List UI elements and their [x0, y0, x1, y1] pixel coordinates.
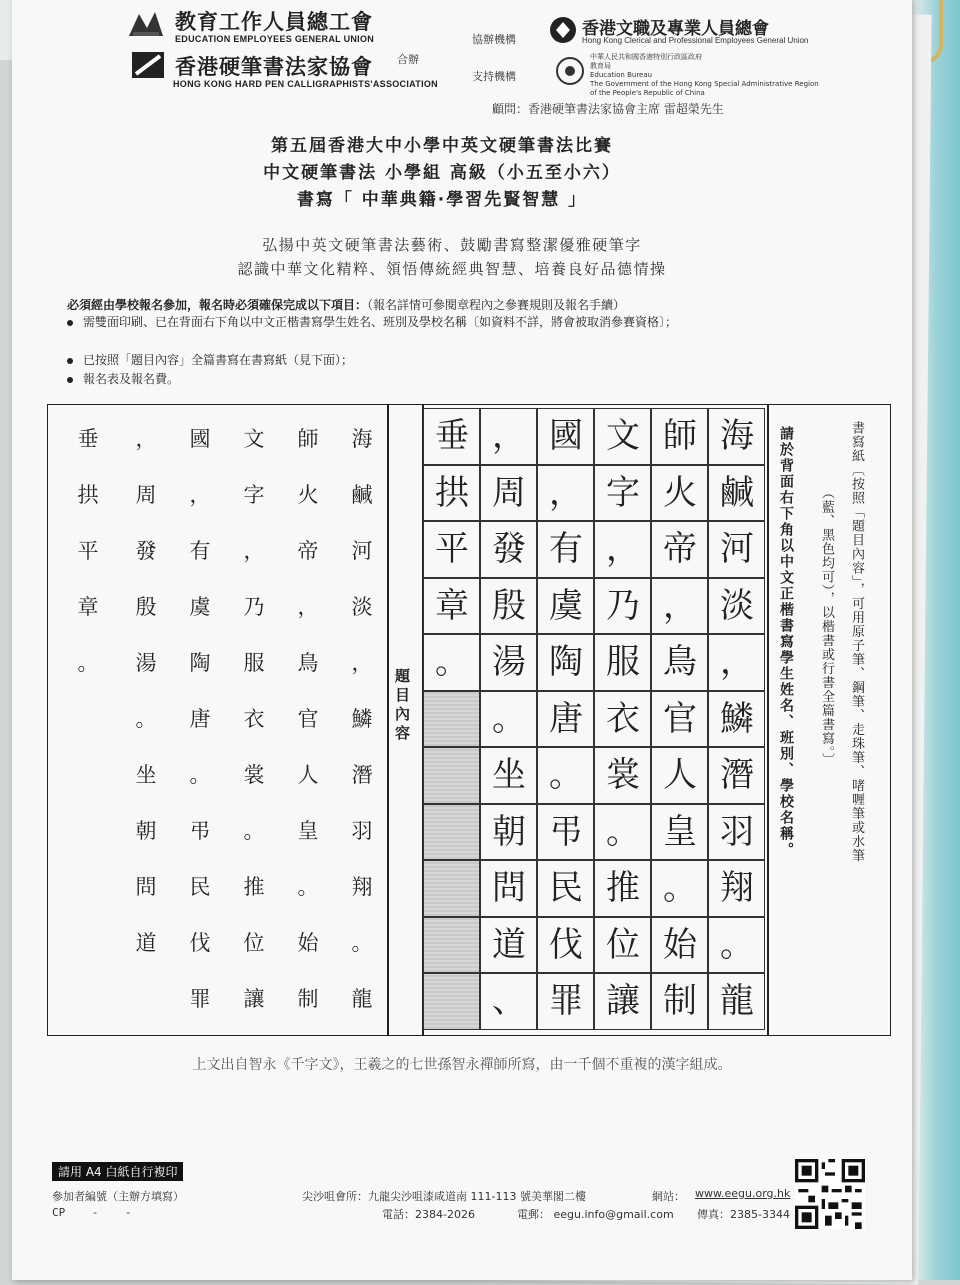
prompt-char: 龍	[351, 987, 373, 1011]
hkcpegu-logo-icon	[547, 14, 585, 46]
handwritten-char: ，	[492, 416, 526, 456]
advisor-line: 顧問：香港硬筆書法家協會主席 雷超榮先生	[492, 102, 724, 116]
prompt-char: 。	[77, 651, 99, 675]
prompt-char: 海	[351, 427, 373, 451]
requirement-item	[67, 370, 797, 387]
bullet-icon	[67, 377, 73, 383]
website-link[interactable]: www.eegu.org.hk	[695, 1187, 791, 1200]
handwritten-char: ，	[663, 585, 697, 626]
prompt-char: 服	[243, 651, 265, 675]
handwritten-char: 位	[606, 924, 640, 965]
handwritten-char: 讓	[606, 981, 640, 1021]
prompt-char: 。	[135, 707, 157, 731]
requirement-text: 已按照「題目內容」全篇書寫在書寫紙（見下面）；	[83, 353, 354, 367]
requirement-item	[67, 351, 797, 368]
prompt-char: 乃	[243, 595, 265, 619]
handwritten-char: 。	[606, 811, 640, 852]
handwritten-char: 唐	[549, 698, 583, 739]
handwritten-char: 帝	[663, 529, 697, 569]
prompt-char: 坐	[135, 763, 157, 787]
prompt-char: 河	[351, 539, 373, 563]
prompt-char: 發	[135, 539, 157, 563]
prompt-char: 皇	[297, 819, 319, 843]
instruction-column-2: （藍、黑色均可），以楷書或行書全篇書寫。〕	[819, 486, 834, 767]
edb-line-1: 中華人民共和國香港特別行政區政府	[590, 53, 702, 61]
prompt-char: 字	[243, 483, 265, 507]
handwritten-char: 有	[549, 529, 583, 569]
handwritten-char: 潛	[720, 755, 754, 795]
prompt-char: 制	[297, 987, 319, 1011]
org3-name: 香港文職及專業人員總會	[582, 19, 769, 39]
edb-block	[590, 53, 840, 98]
handwritten-char: 章	[435, 585, 469, 626]
qr-code-icon[interactable]	[795, 1159, 865, 1229]
prompt-char: 拱	[77, 483, 99, 507]
edb-line-2: 教育局	[590, 62, 611, 70]
supporter-label: 支持機構	[472, 70, 516, 83]
prompt-char: 。	[243, 819, 265, 843]
requirement-text: 需雙面印刷、已在背面右下角以中文正楷書寫學生姓名、班別及學校名稱〔如資料不詳，將會被取消參賽資格〕；	[83, 315, 678, 329]
prompt-char: 國	[189, 427, 211, 451]
title-line-3: 書寫「 中華典籍·學習先賢智慧 」	[296, 190, 588, 210]
prompt-char: 鹹	[351, 483, 373, 507]
handwritten-char: 皇	[663, 811, 697, 852]
prompt-char: 唐	[189, 707, 211, 731]
handwritten-char: 陶	[549, 642, 583, 682]
handwritten-char: 鹹	[720, 472, 754, 513]
divider-line	[387, 404, 389, 1036]
requirements-heading	[67, 296, 827, 313]
co-organise-label: 合辦	[397, 53, 419, 66]
prompt-char: ，	[189, 483, 211, 507]
prompt-char: 湯	[135, 651, 157, 675]
requirements-note: （報名詳情可參閱章程內之參賽規則及報名手續）	[367, 298, 626, 312]
handwritten-char: 湯	[492, 642, 526, 682]
handwritten-char: 發	[492, 529, 526, 569]
slogan-line-2: 認識中華文化精粹、領悟傳統經典智慧、培養良好品德情操	[237, 260, 667, 278]
prompt-char: 有	[189, 539, 211, 563]
handwritten-char: 伐	[549, 924, 583, 965]
grid-cell	[423, 917, 480, 974]
prompt-char: 問	[135, 875, 157, 899]
handwritten-char: 推	[606, 868, 640, 908]
handwritten-char: 師	[663, 416, 697, 456]
prompt-char: 殷	[135, 595, 157, 619]
handwritten-char: ，	[720, 642, 754, 682]
handwritten-char: 朝	[492, 811, 526, 852]
participant-number-label: 參加者編號（主辦方填寫）	[52, 1190, 184, 1203]
bullet-icon	[67, 320, 73, 326]
instruction-column-1: 書寫紙〔按照「題目內容」，可用原子筆、鋼筆、走珠筆、啫喱筆或水筆	[849, 421, 864, 863]
source-note: 上文出自智永《千字文》，王羲之的七世孫智永禪師所寫，由一千個不重複的漢字組成。	[192, 1057, 732, 1073]
handwritten-char: 制	[663, 981, 697, 1021]
handwritten-char: 拱	[435, 472, 469, 513]
handwritten-char: 鳥	[663, 642, 697, 682]
email-address[interactable]: 電郵： eegu.info@gmail.com	[517, 1208, 674, 1221]
prompt-char: 衣	[243, 707, 265, 731]
prompt-char: 道	[135, 931, 157, 955]
handwritten-char: 乃	[606, 585, 640, 626]
handwritten-char: 虞	[549, 585, 583, 626]
prompt-char: 垂	[77, 427, 99, 451]
prompt-char: 平	[77, 539, 99, 563]
prompt-char: 鳥	[297, 651, 319, 675]
handwritten-char: 羽	[720, 811, 754, 852]
prompt-char: 罪	[189, 987, 211, 1011]
prompt-char: 章	[77, 595, 99, 619]
handwritten-char: 始	[663, 924, 697, 965]
prompt-char: 翔	[351, 875, 373, 899]
handwritten-char: 。	[435, 642, 469, 682]
participant-number-code: CP - -	[52, 1206, 132, 1219]
instruction-column-3: 請於背面右下角以中文正楷書寫學生姓名、班別、學校名稱。	[778, 426, 794, 858]
handwritten-char: 文	[606, 416, 640, 456]
grid-cell	[423, 860, 480, 917]
grid-cell	[423, 691, 480, 748]
edb-line-3: Education Bureau	[590, 71, 653, 79]
prompt-char: 火	[297, 483, 319, 507]
grid-cell	[423, 804, 480, 861]
prompt-char: 。	[351, 931, 373, 955]
handwritten-char: 服	[606, 642, 640, 682]
fax-number: 傳真：2385-3344	[697, 1208, 790, 1221]
prompt-char: ，	[243, 539, 265, 563]
handwritten-char: 周	[492, 472, 526, 513]
prompt-char: 。	[189, 763, 211, 787]
prompt-char: 民	[189, 875, 211, 899]
prompt-char: 陶	[189, 651, 211, 675]
requirements-heading-text: 必須經由學校報名參加，報名時必須確保完成以下項目：	[67, 298, 368, 312]
prompt-char: 朝	[135, 819, 157, 843]
org3-english: Hong Kong Clerical and Professional Employees General Union	[582, 36, 809, 45]
prompt-char: ，	[297, 595, 319, 619]
club-address: 尖沙咀會所：九龍尖沙咀漆咸道南 111-113 號美華閣二樓	[302, 1190, 586, 1203]
prompt-char: 周	[135, 483, 157, 507]
prompt-char: 師	[297, 427, 319, 451]
handwritten-char: 衣	[606, 698, 640, 739]
handwritten-char: 。	[549, 755, 583, 795]
prompt-char: 羽	[351, 819, 373, 843]
handwritten-char: 問	[492, 868, 526, 908]
handwritten-char: 罪	[549, 981, 583, 1021]
handwritten-char: 弔	[549, 811, 583, 852]
org2-english: HONG KONG HARD PEN CALLIGRAPHISTS'ASSOCIATION	[173, 79, 438, 89]
bullet-icon	[67, 358, 73, 364]
handwritten-char: 。	[492, 698, 526, 739]
handwritten-char: 。	[663, 868, 697, 908]
prompt-char: 淡	[351, 595, 373, 619]
phone-number: 電話：2384-2026	[382, 1208, 475, 1221]
prompt-char: 弔	[189, 819, 211, 843]
slogan-line-1: 弘揚中英文硬筆書法藝術、鼓勵書寫整潔優雅硬筆字	[262, 236, 642, 254]
handwritten-char: 殷	[492, 585, 526, 626]
edb-line-4: The Government of the Hong Kong Special Administrative Region	[590, 80, 819, 88]
handwritten-char: 國	[549, 416, 583, 456]
title-line-2: 中文硬筆書法 小學組 高級（小五至小六）	[263, 163, 621, 183]
requirement-item	[67, 314, 797, 331]
handwritten-char: 官	[663, 698, 697, 739]
prompt-label: 題目內容	[393, 668, 411, 744]
handwritten-char: ，	[549, 472, 583, 513]
prompt-char: 。	[297, 875, 319, 899]
org1-name: 教育工作人員總工會	[175, 10, 373, 34]
prompt-char: 潛	[351, 763, 373, 787]
prompt-char: 裳	[243, 763, 265, 787]
prompt-char: 虞	[189, 595, 211, 619]
handwritten-char: 鱗	[720, 698, 754, 739]
prompt-char: 鱗	[351, 707, 373, 731]
entry-form-sheet	[12, 0, 912, 1280]
org1-english: EDUCATION EMPLOYEES GENERAL UNION	[175, 34, 375, 44]
prompt-char: 讓	[243, 987, 265, 1011]
prompt-char: 伐	[189, 931, 211, 955]
prompt-char: 人	[297, 763, 319, 787]
hksar-emblem-icon	[555, 56, 593, 88]
grid-cell	[423, 747, 480, 804]
handwritten-char: 淡	[720, 585, 754, 626]
handwritten-char: 河	[720, 529, 754, 569]
handwritten-char: 民	[549, 868, 583, 908]
associate-label: 協辦機構	[472, 33, 516, 46]
prompt-char: 推	[243, 875, 265, 899]
title-line-1: 第五屆香港大中小學中英文硬筆書法比賽	[271, 136, 613, 156]
prompt-char: ，	[135, 427, 157, 451]
prompt-char: 帝	[297, 539, 319, 563]
handwritten-char: 道	[492, 924, 526, 965]
handwritten-char: 、	[492, 981, 526, 1021]
handwritten-char: 火	[663, 472, 697, 513]
handwritten-char: 字	[606, 472, 640, 513]
prompt-char: ，	[351, 651, 373, 675]
eegu-logo-icon	[127, 8, 165, 40]
handwritten-char: 平	[435, 529, 469, 569]
prompt-char: 文	[243, 427, 265, 451]
a4-print-note: 請用 A4 白紙自行複印	[52, 1162, 183, 1181]
prompt-char: 官	[297, 707, 319, 731]
handwritten-char: ，	[606, 529, 640, 569]
handwritten-char: 海	[720, 416, 754, 456]
hkhpca-logo-icon	[130, 50, 168, 82]
handwritten-char: 裳	[606, 755, 640, 795]
website-label: 網站：	[652, 1190, 685, 1203]
handwritten-char: 龍	[720, 981, 754, 1021]
handwritten-char: 坐	[492, 755, 526, 795]
prompt-char: 始	[297, 931, 319, 955]
prompt-char: 位	[243, 931, 265, 955]
handwritten-char: 。	[720, 924, 754, 965]
org2-name: 香港硬筆書法家協會	[175, 55, 373, 79]
divider-line	[767, 404, 769, 1036]
grid-cell	[423, 973, 480, 1030]
handwritten-char: 人	[663, 755, 697, 795]
edb-line-5: of the People's Republic of China	[590, 89, 705, 97]
handwritten-char: 翔	[720, 868, 754, 908]
requirement-text: 報名表及報名費。	[83, 372, 180, 386]
handwritten-char: 垂	[435, 416, 469, 456]
